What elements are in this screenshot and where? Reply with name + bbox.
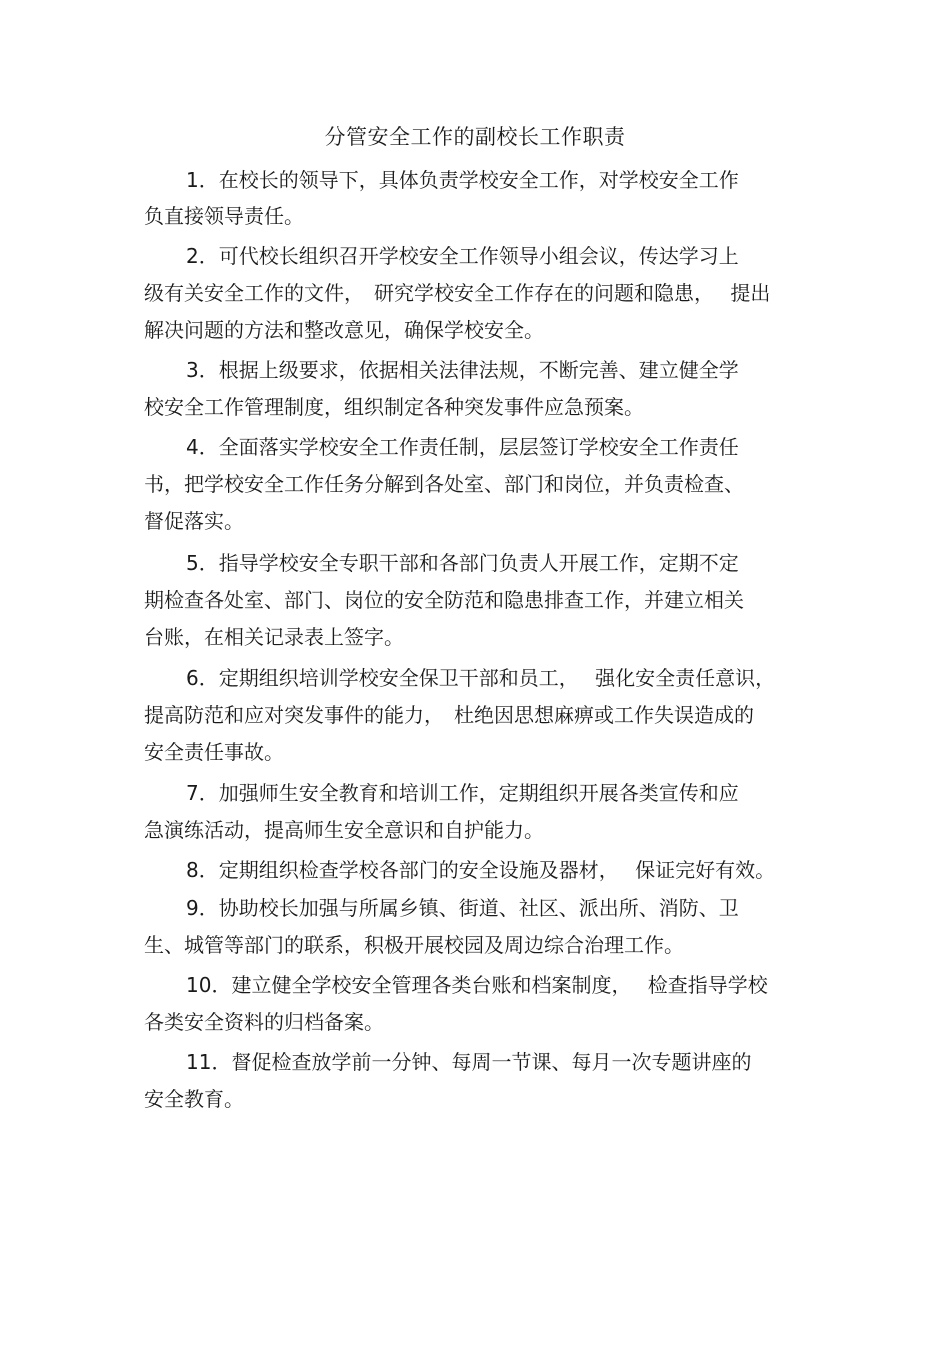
paragraph-9-line-2: 生、城管等部门的联系，积极开展校园及周边综合治理工作。	[144, 933, 684, 957]
paragraph-11-line-2: 安全教育。	[144, 1087, 244, 1111]
document-title: 分管安全工作的副校长工作职责	[324, 125, 626, 149]
paragraph-8-line-1: 8．定期组织检查学校各部门的安全设施及器材， 保证完好有效。	[186, 858, 776, 882]
paragraph-11-line-1: 11．督促检查放学前一分钟、每周一节课、每月一次专题讲座的	[186, 1050, 752, 1074]
paragraph-5-line-3: 台账，在相关记录表上签字。	[144, 625, 404, 649]
paragraph-4-line-1: 4．全面落实学校安全工作责任制，层层签订学校安全工作责任	[186, 435, 739, 459]
paragraph-2-line-1: 2．可代校长组织召开学校安全工作领导小组会议，传达学习上	[186, 244, 739, 268]
paragraph-1-line-1: 1．在校长的领导下，具体负责学校安全工作，对学校安全工作	[186, 168, 739, 192]
paragraph-4-line-2: 书，把学校安全工作任务分解到各处室、部门和岗位，并负责检查、	[144, 472, 744, 496]
paragraph-1-line-2: 负直接领导责任。	[144, 204, 304, 228]
paragraph-2-line-3: 解决问题的方法和整改意见，确保学校安全。	[144, 318, 544, 342]
paragraph-5-line-1: 5．指导学校安全专职干部和各部门负责人开展工作，定期不定	[186, 551, 739, 575]
paragraph-7-line-2: 急演练活动，提高师生安全意识和自护能力。	[144, 818, 544, 842]
paragraph-7-line-1: 7．加强师生安全教育和培训工作，定期组织开展各类宣传和应	[186, 781, 739, 805]
paragraph-6-line-1: 6．定期组织培训学校安全保卫干部和员工， 强化安全责任意识，	[186, 666, 776, 690]
paragraph-6-line-2: 提高防范和应对突发事件的能力， 杜绝因思想麻痹或工作失误造成的	[144, 703, 754, 727]
paragraph-4-line-3: 督促落实。	[144, 509, 244, 533]
paragraph-3-line-2: 校安全工作管理制度，组织制定各种突发事件应急预案。	[144, 395, 644, 419]
paragraph-3-line-1: 3．根据上级要求，依据相关法律法规，不断完善、建立健全学	[186, 358, 739, 382]
paragraph-6-line-3: 安全责任事故。	[144, 740, 284, 764]
paragraph-10-line-2: 各类安全资料的归档备案。	[144, 1010, 384, 1034]
paragraph-10-line-1: 10．建立健全学校安全管理各类台账和档案制度， 检查指导学校	[186, 973, 768, 997]
paragraph-9-line-1: 9．协助校长加强与所属乡镇、街道、社区、派出所、消防、卫	[186, 896, 739, 920]
paragraph-2-line-2: 级有关安全工作的文件， 研究学校安全工作存在的问题和隐患， 提出	[144, 281, 771, 305]
paragraph-5-line-2: 期检查各处室、部门、岗位的安全防范和隐患排查工作，并建立相关	[144, 588, 744, 612]
